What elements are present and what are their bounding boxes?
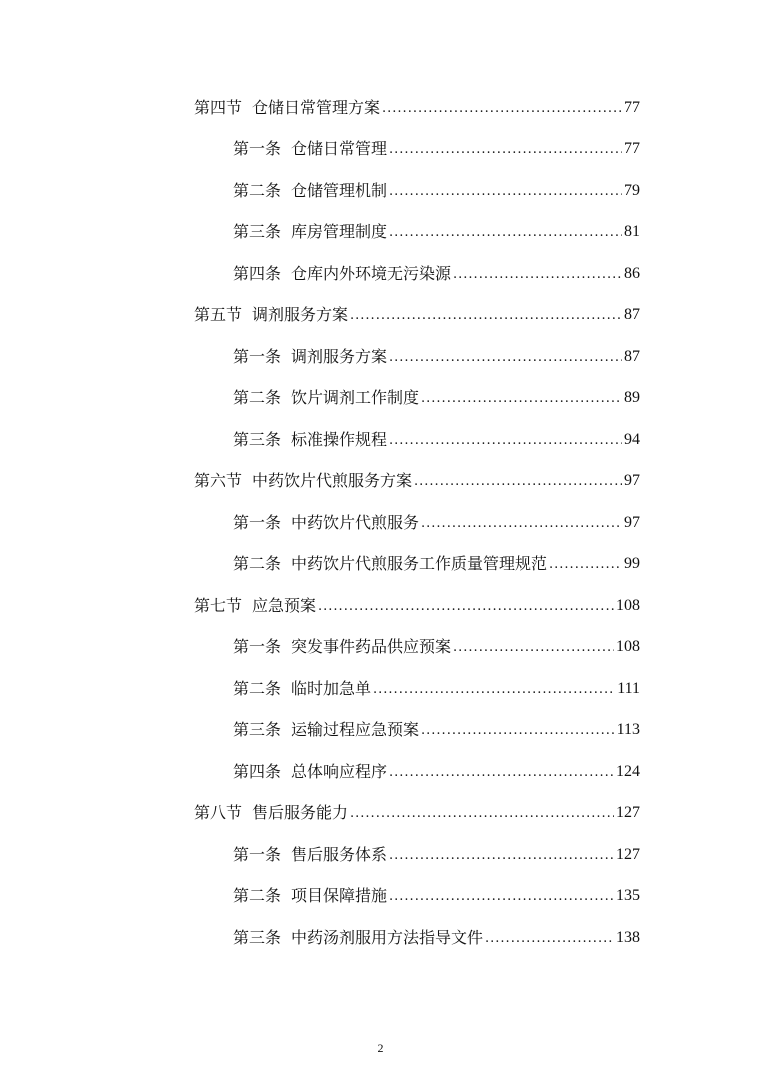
toc-entry-title: 仓储日常管理 bbox=[291, 139, 388, 159]
toc-entry-prefix: 第六节 bbox=[194, 471, 243, 491]
toc-entry-page-number: 135 bbox=[616, 887, 640, 905]
toc-article-entry[interactable] bbox=[0, 876, 761, 918]
toc-entry-title: 中药饮片代煎服务方案 bbox=[252, 471, 413, 491]
toc-entry-page-number: 113 bbox=[616, 721, 640, 739]
toc-entry-page-number: 99 bbox=[624, 555, 640, 573]
toc-article-entry[interactable] bbox=[0, 170, 761, 212]
toc-entry-title: 应急预案 bbox=[252, 595, 317, 615]
toc-entry-title: 总体响应程序 bbox=[291, 761, 388, 781]
toc-entry-title: 饮片调剂工作制度 bbox=[291, 388, 420, 408]
toc-entry-title: 标准操作规程 bbox=[291, 429, 388, 449]
toc-article-entry[interactable] bbox=[0, 378, 761, 420]
toc-article-entry[interactable] bbox=[0, 834, 761, 876]
toc-entry-prefix: 第四条 bbox=[233, 263, 282, 283]
toc-entry-prefix: 第二条 bbox=[233, 554, 282, 574]
toc-entry-prefix: 第一条 bbox=[233, 844, 282, 864]
table-of-contents bbox=[0, 87, 761, 959]
toc-section-entry[interactable] bbox=[0, 87, 761, 129]
toc-entry-title: 仓库内外环境无污染源 bbox=[291, 263, 452, 283]
toc-entry-page-number: 108 bbox=[616, 596, 640, 614]
toc-entry-title: 项目保障措施 bbox=[291, 886, 388, 906]
toc-entry-title: 中药饮片代煎服务 bbox=[291, 512, 420, 532]
toc-entry-title: 运输过程应急预案 bbox=[291, 720, 420, 740]
toc-entry-title: 中药汤剂服用方法指导文件 bbox=[291, 927, 484, 947]
toc-dot-leader bbox=[421, 720, 615, 740]
toc-article-entry[interactable] bbox=[0, 502, 761, 544]
toc-entry-title: 仓储管理机制 bbox=[291, 180, 388, 200]
toc-entry-title: 突发事件药品供应预案 bbox=[291, 637, 452, 657]
toc-entry-page-number: 108 bbox=[616, 638, 640, 656]
toc-section-entry[interactable] bbox=[0, 461, 761, 503]
toc-entry-page-number: 127 bbox=[616, 845, 640, 863]
toc-article-entry[interactable] bbox=[0, 710, 761, 752]
toc-dot-leader bbox=[389, 347, 622, 367]
toc-entry-page-number: 97 bbox=[624, 513, 640, 531]
toc-dot-leader bbox=[389, 430, 622, 450]
toc-entry-title: 仓储日常管理方案 bbox=[252, 97, 381, 117]
toc-entry-title: 库房管理制度 bbox=[291, 222, 388, 242]
toc-article-entry[interactable] bbox=[0, 419, 761, 461]
toc-entry-page-number: 124 bbox=[616, 762, 640, 780]
toc-article-entry[interactable] bbox=[0, 627, 761, 669]
toc-dot-leader bbox=[421, 388, 622, 408]
toc-article-entry[interactable] bbox=[0, 336, 761, 378]
toc-entry-title: 调剂服务方案 bbox=[291, 346, 388, 366]
toc-entry-prefix: 第三条 bbox=[233, 222, 282, 242]
toc-dot-leader bbox=[389, 139, 622, 159]
toc-entry-prefix: 第八节 bbox=[194, 803, 243, 823]
toc-article-entry[interactable] bbox=[0, 544, 761, 586]
toc-dot-leader bbox=[414, 471, 622, 491]
toc-dot-leader bbox=[389, 181, 622, 201]
toc-entry-prefix: 第三条 bbox=[233, 927, 282, 947]
toc-dot-leader bbox=[382, 98, 622, 118]
toc-entry-prefix: 第二条 bbox=[233, 886, 282, 906]
toc-dot-leader bbox=[350, 803, 614, 823]
toc-article-entry[interactable] bbox=[0, 253, 761, 295]
toc-entry-page-number: 87 bbox=[624, 347, 640, 365]
toc-entry-page-number: 97 bbox=[624, 472, 640, 490]
toc-entry-prefix: 第一条 bbox=[233, 637, 282, 657]
toc-dot-leader bbox=[389, 886, 614, 906]
toc-entry-title: 调剂服务方案 bbox=[252, 305, 349, 325]
toc-entry-prefix: 第二条 bbox=[233, 180, 282, 200]
toc-dot-leader bbox=[389, 222, 622, 242]
toc-dot-leader bbox=[485, 928, 614, 948]
toc-dot-leader bbox=[373, 679, 615, 699]
toc-entry-prefix: 第五节 bbox=[194, 305, 243, 325]
toc-entry-page-number: 79 bbox=[624, 181, 640, 199]
toc-article-entry[interactable] bbox=[0, 668, 761, 710]
toc-dot-leader bbox=[549, 554, 622, 574]
toc-article-entry[interactable] bbox=[0, 917, 761, 959]
toc-article-entry[interactable] bbox=[0, 212, 761, 254]
toc-entry-title: 售后服务能力 bbox=[252, 803, 349, 823]
toc-entry-page-number: 111 bbox=[617, 679, 640, 697]
toc-entry-page-number: 94 bbox=[624, 430, 640, 448]
toc-entry-prefix: 第二条 bbox=[233, 388, 282, 408]
toc-entry-title: 中药饮片代煎服务工作质量管理规范 bbox=[291, 554, 548, 574]
toc-entry-prefix: 第一条 bbox=[233, 346, 282, 366]
page-number: 2 bbox=[377, 1041, 384, 1055]
toc-entry-title: 售后服务体系 bbox=[291, 844, 388, 864]
toc-entry-prefix: 第三条 bbox=[233, 720, 282, 740]
toc-entry-prefix: 第七节 bbox=[194, 595, 243, 615]
toc-dot-leader bbox=[421, 513, 622, 533]
toc-entry-prefix: 第二条 bbox=[233, 678, 282, 698]
toc-entry-page-number: 77 bbox=[624, 98, 640, 116]
toc-dot-leader bbox=[389, 845, 614, 865]
toc-entry-page-number: 127 bbox=[616, 804, 640, 822]
toc-entry-prefix: 第四条 bbox=[233, 761, 282, 781]
toc-section-entry[interactable] bbox=[0, 585, 761, 627]
toc-dot-leader bbox=[453, 637, 614, 657]
toc-entry-title: 临时加急单 bbox=[291, 678, 372, 698]
toc-dot-leader bbox=[453, 264, 622, 284]
toc-dot-leader bbox=[350, 305, 622, 325]
toc-entry-prefix: 第一条 bbox=[233, 512, 282, 532]
toc-entry-page-number: 138 bbox=[616, 928, 640, 946]
toc-entry-prefix: 第三条 bbox=[233, 429, 282, 449]
toc-section-entry[interactable] bbox=[0, 793, 761, 835]
toc-dot-leader bbox=[389, 762, 614, 782]
toc-section-entry[interactable] bbox=[0, 295, 761, 337]
toc-article-entry[interactable] bbox=[0, 129, 761, 171]
toc-entry-page-number: 87 bbox=[624, 306, 640, 324]
toc-entry-prefix: 第四节 bbox=[194, 97, 243, 117]
toc-entry-page-number: 89 bbox=[624, 389, 640, 407]
toc-entry-prefix: 第一条 bbox=[233, 139, 282, 159]
toc-entry-page-number: 77 bbox=[624, 140, 640, 158]
toc-entry-page-number: 86 bbox=[624, 264, 640, 282]
toc-entry-page-number: 81 bbox=[624, 223, 640, 241]
toc-dot-leader bbox=[318, 596, 614, 616]
toc-article-entry[interactable] bbox=[0, 751, 761, 793]
